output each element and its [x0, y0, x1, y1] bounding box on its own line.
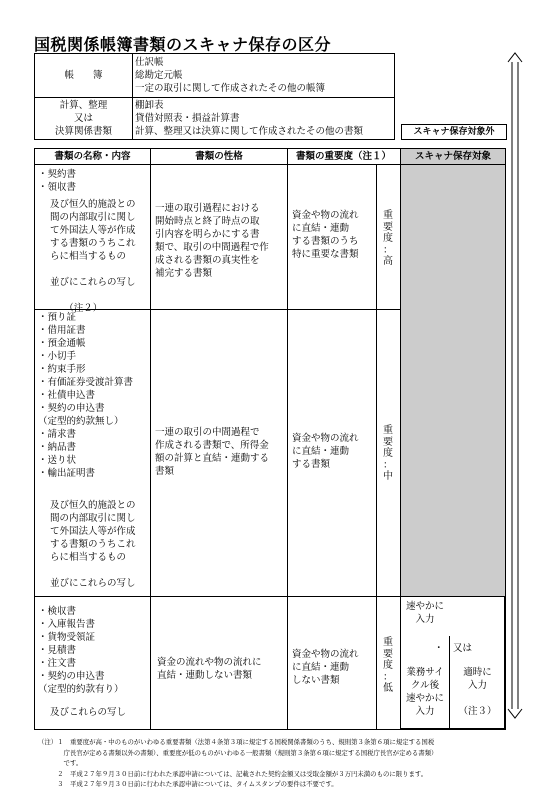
low-target-or: ・ 又は — [433, 643, 472, 654]
nature-line: 作成される書類で、所得金 — [155, 440, 269, 451]
header-importance: 書類の重要度（注１） — [295, 151, 391, 162]
list-item: する書類のうちこれ — [50, 539, 136, 550]
importance-line: しない書類 — [292, 675, 340, 686]
list-item: ・預り証 — [38, 312, 77, 323]
target-line: 入力 — [415, 614, 435, 625]
nature-line: 補完する書類 — [155, 268, 213, 279]
row2-nature — [155, 426, 269, 478]
row-divider — [35, 596, 400, 597]
settlement-label: 計算、整理 — [59, 100, 108, 111]
settlement-label: 決算関係書類 — [54, 126, 112, 137]
low-target-option-a — [401, 666, 449, 718]
row1-items — [38, 168, 76, 194]
row3-nature — [157, 656, 262, 682]
importance-level-medium — [381, 425, 395, 483]
list-item — [50, 289, 136, 302]
list-item: ・契約書 — [38, 169, 77, 180]
ledger-item: 総勘定元帳 — [135, 70, 183, 81]
target-line: 業務サイ — [406, 667, 444, 678]
row1-extra — [50, 198, 136, 315]
row1-importance — [292, 209, 359, 261]
list-item: ・請求書 — [38, 429, 77, 440]
notes — [38, 737, 437, 790]
list-item: ・有価証券受渡計算書 — [38, 377, 134, 388]
list-item: ・納品書 — [38, 442, 77, 453]
col-divider — [150, 149, 151, 729]
nature-line: 資金の流れや物の流れに — [157, 657, 262, 668]
list-item: ・社債申込書 — [38, 390, 96, 401]
importance-line: する書類 — [292, 459, 331, 470]
importance-line: に直結・連動 — [292, 446, 350, 457]
importance-line: する書類のうち — [292, 236, 359, 247]
row2-importance — [292, 432, 359, 471]
nature-line: 成される書類の真実性を — [155, 255, 260, 266]
level-char: ： — [383, 244, 393, 256]
col-divider — [287, 149, 288, 729]
nature-line: 類で、取引の中間過程で作 — [155, 242, 269, 253]
list-item: ・貨物受領証 — [38, 632, 96, 643]
low-target-prompt — [401, 600, 449, 626]
double-arrow-icon — [503, 52, 527, 720]
list-item: ・検収書 — [38, 606, 77, 617]
ledger-label: 帳 簿 — [64, 70, 103, 81]
level-char: 重 — [383, 637, 393, 648]
level-char: 度 — [383, 448, 393, 459]
level-char: 度 — [383, 660, 393, 671]
list-item: らに相当するもの — [50, 552, 127, 563]
list-item: ・契約の申込書 — [38, 403, 105, 414]
importance-line: に直結・連動 — [292, 662, 350, 673]
target-line — [450, 692, 505, 705]
settlement-items — [135, 99, 363, 138]
list-item: て外国法人等が作成 — [50, 526, 136, 537]
header-target: スキャナ保存対象 — [414, 151, 491, 162]
note-line: 庁長官が定める書類以外の書類）、重要度が低のものがいわゆる一般書類（規則第３条第６項に規定する国税庁長官が定める書類） — [38, 748, 438, 757]
level-char: 要 — [383, 221, 393, 233]
ledger-item: 一定の取引に関して作成されたその他の帳簿 — [135, 83, 326, 94]
excluded-label: スキャナ保存対象外 — [413, 127, 495, 137]
list-item: 間の内部取引に関し — [50, 513, 136, 524]
row3-items — [38, 605, 124, 696]
list-item: て外国法人等が作成 — [50, 225, 136, 236]
col-divider — [376, 165, 377, 729]
nature-line: 開始時点と終了時点の取 — [155, 216, 260, 227]
nature-line: 一連の取引の中間過程で — [155, 427, 260, 438]
row3-importance — [292, 648, 359, 687]
list-item: （定型的約款有り） — [38, 684, 124, 695]
row2-extra — [50, 499, 136, 590]
list-item: ・領収書 — [38, 182, 77, 193]
header-name: 書類の名称・内容 — [54, 151, 131, 162]
target-line: 入力 — [415, 706, 435, 717]
level-char: 度 — [383, 233, 393, 244]
list-item — [50, 263, 136, 276]
importance-line: 資金や物の流れ — [292, 649, 359, 660]
settlement-label-cell — [35, 97, 133, 139]
level-char: 重 — [383, 425, 393, 436]
list-item: ・入庫報告書 — [38, 619, 96, 630]
note-line: ３ 平成２７年９月３０日前に行われた承認申請については、タイムスタンプの要件は不要です。 — [38, 780, 338, 788]
importance-level-high — [381, 210, 395, 268]
importance-line: 資金や物の流れ — [292, 210, 359, 221]
row1-nature — [155, 202, 269, 280]
low-target-option-b — [450, 666, 505, 718]
target-line: 速やかに — [405, 693, 444, 704]
target-line: （注３） — [458, 706, 497, 717]
note-line: です。 — [38, 759, 83, 767]
row3-extra — [50, 706, 126, 719]
header-nature: 書類の性格 — [195, 151, 243, 162]
list-item: らに相当するもの — [50, 251, 127, 262]
target-line: 入力 — [467, 680, 487, 691]
page-title: 国税関係帳簿書類のスキャナ保存の区分 — [34, 35, 332, 54]
level-char: 重 — [383, 210, 393, 221]
list-item: （定型的約款無し） — [38, 416, 124, 427]
list-item: ・小切手 — [38, 351, 77, 362]
importance-line: に直結・連動 — [292, 223, 350, 234]
list-item: ・見積書 — [38, 645, 77, 656]
level-char: 低 — [383, 683, 393, 694]
settlement-item: 計算、整理又は決算に関して作成されたその他の書類 — [135, 126, 364, 137]
list-item: 並びにこれらの写し — [50, 277, 136, 288]
excluded-label-box — [401, 124, 507, 140]
list-item: 及び恒久的施設との — [50, 199, 136, 210]
level-char: 要 — [383, 648, 393, 660]
list-item: ・契約の申込書 — [38, 671, 105, 682]
target-line: 適時に — [463, 667, 492, 678]
nature-line: 書類 — [155, 466, 175, 477]
nature-line: 一連の取引過程における — [155, 203, 260, 214]
list-item: 間の内部取引に関し — [50, 212, 136, 223]
importance-line: 資金や物の流れ — [292, 433, 359, 444]
list-item: 及びこれらの写し — [50, 707, 127, 718]
nature-line: 直結・連動しない書類 — [157, 670, 253, 681]
list-item: ・預金通帳 — [38, 338, 86, 349]
list-item: ・約束手形 — [38, 364, 86, 375]
list-item: ・送り状 — [38, 455, 77, 466]
ledger-items — [135, 56, 325, 95]
target-line: クル後 — [410, 680, 440, 691]
target-line: 速やかに — [405, 601, 444, 612]
ledger-item: 仕訳帳 — [135, 57, 164, 68]
level-char: ： — [383, 459, 393, 471]
list-item: 及び恒久的施設との — [50, 500, 136, 511]
level-char: ： — [383, 671, 393, 683]
level-char: 要 — [383, 436, 393, 448]
ledger-label-cell — [35, 54, 133, 97]
level-char: 中 — [383, 471, 393, 482]
list-item: ・輸出証明書 — [38, 468, 96, 479]
settlement-item: 貸借対照表・損益計算書 — [135, 113, 240, 124]
nature-line: 引内容を明らかにする書 — [155, 229, 260, 240]
list-item: する書類のうちこれ — [50, 238, 136, 249]
list-item: （注２） — [50, 303, 103, 314]
settlement-item: 棚卸表 — [135, 100, 164, 111]
note-line: （注）１ 重要度が高・中のものがいわゆる重要書類（法第４条第３項に規定する国税関係書類のうち、規則第３条第６項に規定する国税 — [38, 738, 435, 746]
note-line: ２ 平成２７年９月３０日前に行われた承認申請については、記載された契約金額又は受取金額が３万円未満のものに限ります。 — [38, 769, 428, 778]
list-item: ・注文書 — [38, 658, 77, 669]
row2-items — [38, 311, 133, 480]
list-item — [50, 564, 136, 577]
list-item: 並びにこれらの写し — [50, 578, 136, 589]
top-table — [34, 53, 395, 140]
nature-line: 額の計算と直結・連動する — [155, 453, 270, 464]
importance-line: 特に重要な書類 — [292, 249, 359, 260]
importance-level-low — [381, 637, 395, 695]
list-item: ・借用証書 — [38, 325, 86, 336]
settlement-label: 又は — [73, 113, 93, 124]
level-char: 高 — [383, 256, 393, 267]
